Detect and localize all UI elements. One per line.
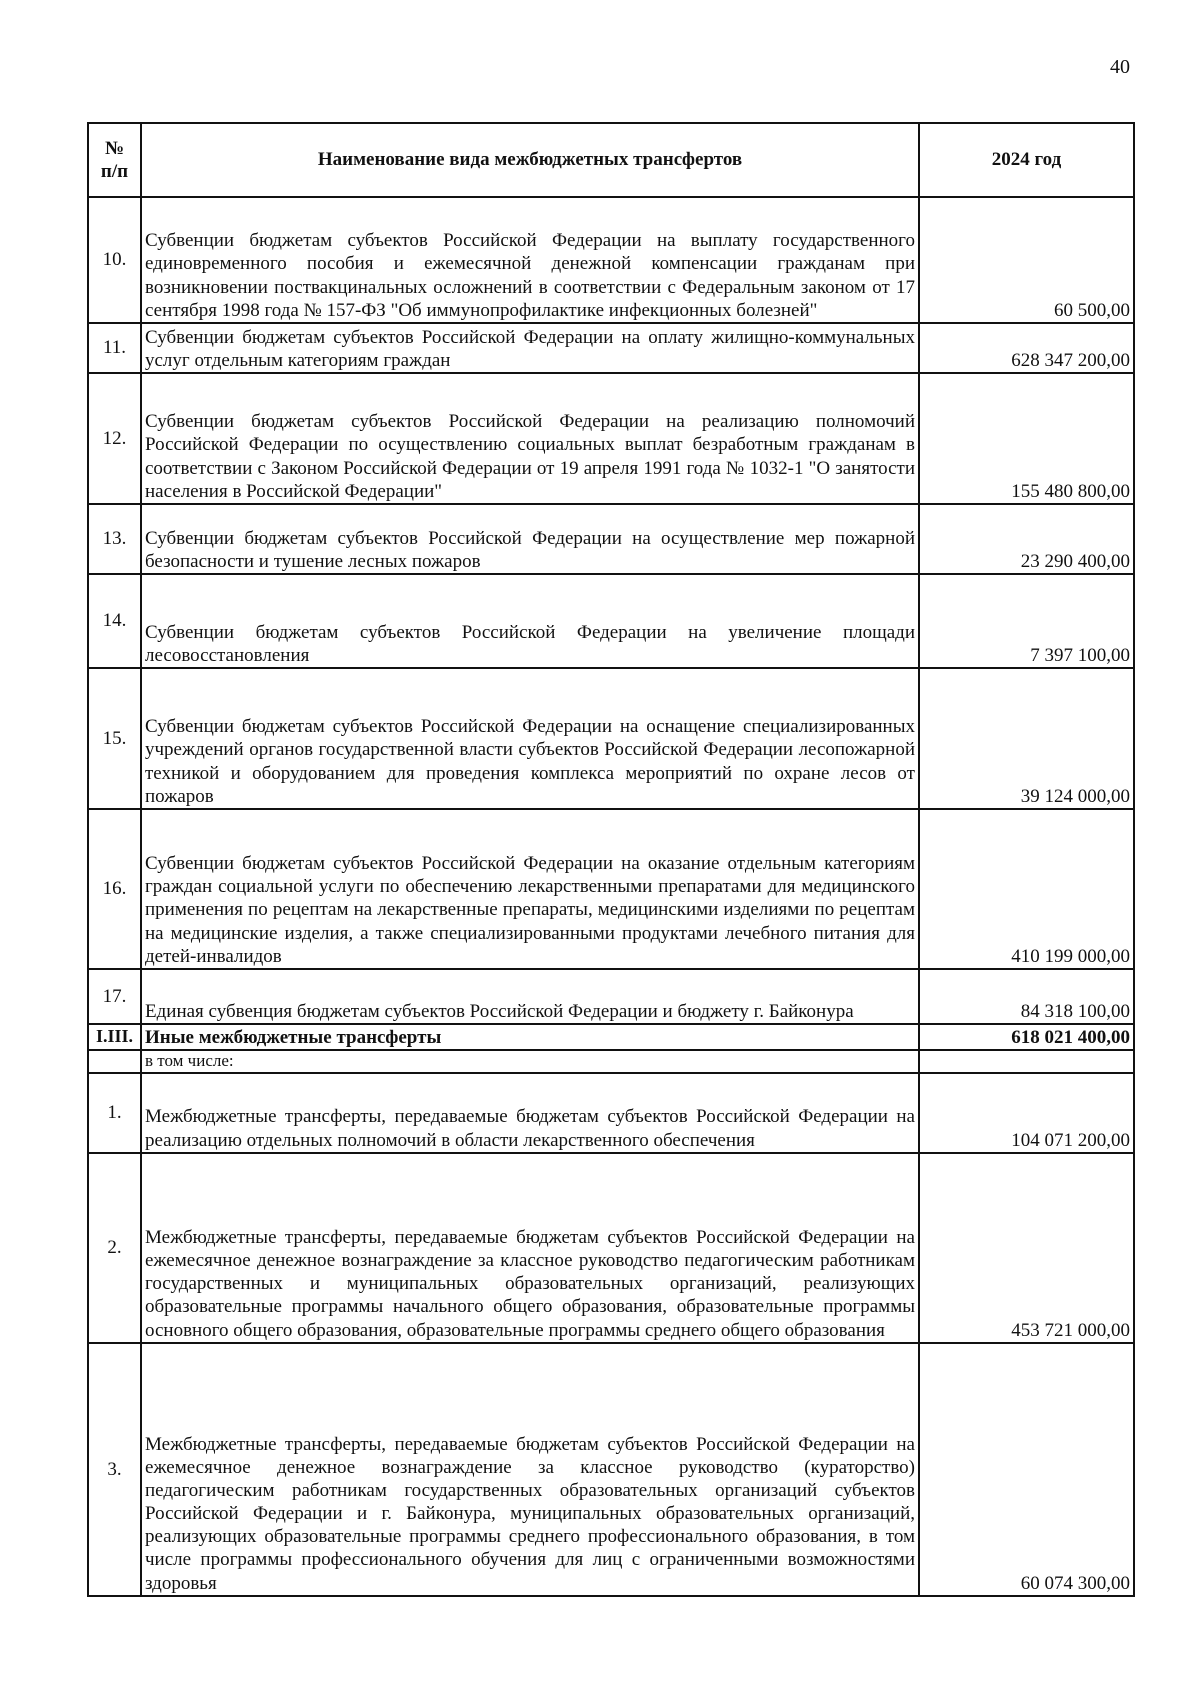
table-row [88, 197, 1134, 323]
row-number: 1. [88, 1073, 141, 1153]
section-number: I.III. [88, 1024, 141, 1050]
table-row [88, 668, 1134, 809]
header-number: № п/п [88, 123, 141, 197]
table-row [88, 969, 1134, 1024]
row-number: 3. [88, 1343, 141, 1596]
row-amount: 60 074 300,00 [919, 1343, 1134, 1596]
table-row [88, 1153, 1134, 1343]
row-amount: 453 721 000,00 [919, 1153, 1134, 1343]
row-name: Субвенции бюджетам субъектов Российской Федерации на увеличение площади лесовосстановления [141, 574, 919, 668]
row-name: Межбюджетные трансферты, передаваемые бюджетам субъектов Российской Федерации на ежемесячное денежное вознаграждение за классное руководство педагогическим работникам государственных и муниципальных образовательных организаций, реализующих образовательные программы начального общего образования, образовательные программы основного общего образования, образовательные программы среднего общего образования [141, 1153, 919, 1343]
row-amount: 155 480 800,00 [919, 373, 1134, 504]
section-amount: 618 021 400,00 [919, 1024, 1134, 1050]
row-name: Единая субвенция бюджетам субъектов Российской Федерации и бюджету г. Байконура [141, 969, 919, 1024]
table-row [88, 1343, 1134, 1596]
row-name: Субвенции бюджетам субъектов Российской Федерации на осуществление мер пожарной безопасности и тушение лесных пожаров [141, 504, 919, 574]
table-header-row [88, 123, 1134, 197]
subheader-label: в том числе: [141, 1050, 919, 1073]
row-amount: 84 318 100,00 [919, 969, 1134, 1024]
row-name: Межбюджетные трансферты, передаваемые бюджетам субъектов Российской Федерации на ежемесячное денежное вознаграждение за классное руководство (кураторство) педагогическим работникам государственных образовательных организаций субъектов Российской Федерации и г. Байконура, муниципальных образовательных организаций, реализующих образовательные программы среднего профессионального образования, в том числе программы профессионального обучения для лиц с ограниченными возможностями здоровья [141, 1343, 919, 1596]
row-number: 11. [88, 323, 141, 373]
row-name: Субвенции бюджетам субъектов Российской Федерации на оплату жилищно-коммунальных услуг отдельным категориям граждан [141, 323, 919, 373]
row-amount: 7 397 100,00 [919, 574, 1134, 668]
row-amount: 23 290 400,00 [919, 504, 1134, 574]
subheader-row [88, 1050, 1134, 1073]
transfers-table [87, 122, 1135, 1597]
row-name: Субвенции бюджетам субъектов Российской Федерации на выплату государственного единовременного пособия и ежемесячной денежной компенсации гражданам при возникновении поствакцинальных осложнений в соответствии с Федеральным законом от 17 сентября 1998 года № 157-ФЗ "Об иммунопрофилактике инфекционных болезней" [141, 197, 919, 323]
section-total-row [88, 1024, 1134, 1050]
row-name: Субвенции бюджетам субъектов Российской Федерации на оснащение специализированных учреждений органов государственной власти субъектов Российской Федерации лесопожарной техникой и оборудованием для проведения комплекса мероприятий по охране лесов от пожаров [141, 668, 919, 809]
row-number: 2. [88, 1153, 141, 1343]
page-number: 40 [1110, 56, 1130, 78]
row-amount: 628 347 200,00 [919, 323, 1134, 373]
header-year: 2024 год [919, 123, 1134, 197]
row-number: 13. [88, 504, 141, 574]
row-amount: 104 071 200,00 [919, 1073, 1134, 1153]
table-row [88, 323, 1134, 373]
row-number: 12. [88, 373, 141, 504]
row-name: Субвенции бюджетам субъектов Российской Федерации на реализацию полномочий Российской Федерации по осуществлению социальных выплат безработным гражданам в соответствии с Законом Российской Федерации от 19 апреля 1991 года № 1032-1 "О занятости населения в Российской Федерации" [141, 373, 919, 504]
row-amount: 410 199 000,00 [919, 809, 1134, 969]
table-row [88, 504, 1134, 574]
section-name: Иные межбюджетные трансферты [141, 1024, 919, 1050]
row-amount: 60 500,00 [919, 197, 1134, 323]
row-number: 17. [88, 969, 141, 1024]
table-row [88, 373, 1134, 504]
table-row [88, 574, 1134, 668]
row-number: 16. [88, 809, 141, 969]
table-row [88, 1073, 1134, 1153]
row-number: 14. [88, 574, 141, 668]
row-amount: 39 124 000,00 [919, 668, 1134, 809]
subheader-amount-cell [919, 1050, 1134, 1073]
row-number: 15. [88, 668, 141, 809]
table-row [88, 809, 1134, 969]
row-number: 10. [88, 197, 141, 323]
header-name: Наименование вида межбюджетных трансфертов [141, 123, 919, 197]
subheader-number-cell [88, 1050, 141, 1073]
row-name: Межбюджетные трансферты, передаваемые бюджетам субъектов Российской Федерации на реализацию отдельных полномочий в области лекарственного обеспечения [141, 1073, 919, 1153]
row-name: Субвенции бюджетам субъектов Российской Федерации на оказание отдельным категориям граждан социальной услуги по обеспечению лекарственными препаратами для медицинского применения по рецептам на лекарственные препараты, медицинскими изделиями по рецептам на медицинские изделия, а также специализированными продуктами лечебного питания для детей-инвалидов [141, 809, 919, 969]
